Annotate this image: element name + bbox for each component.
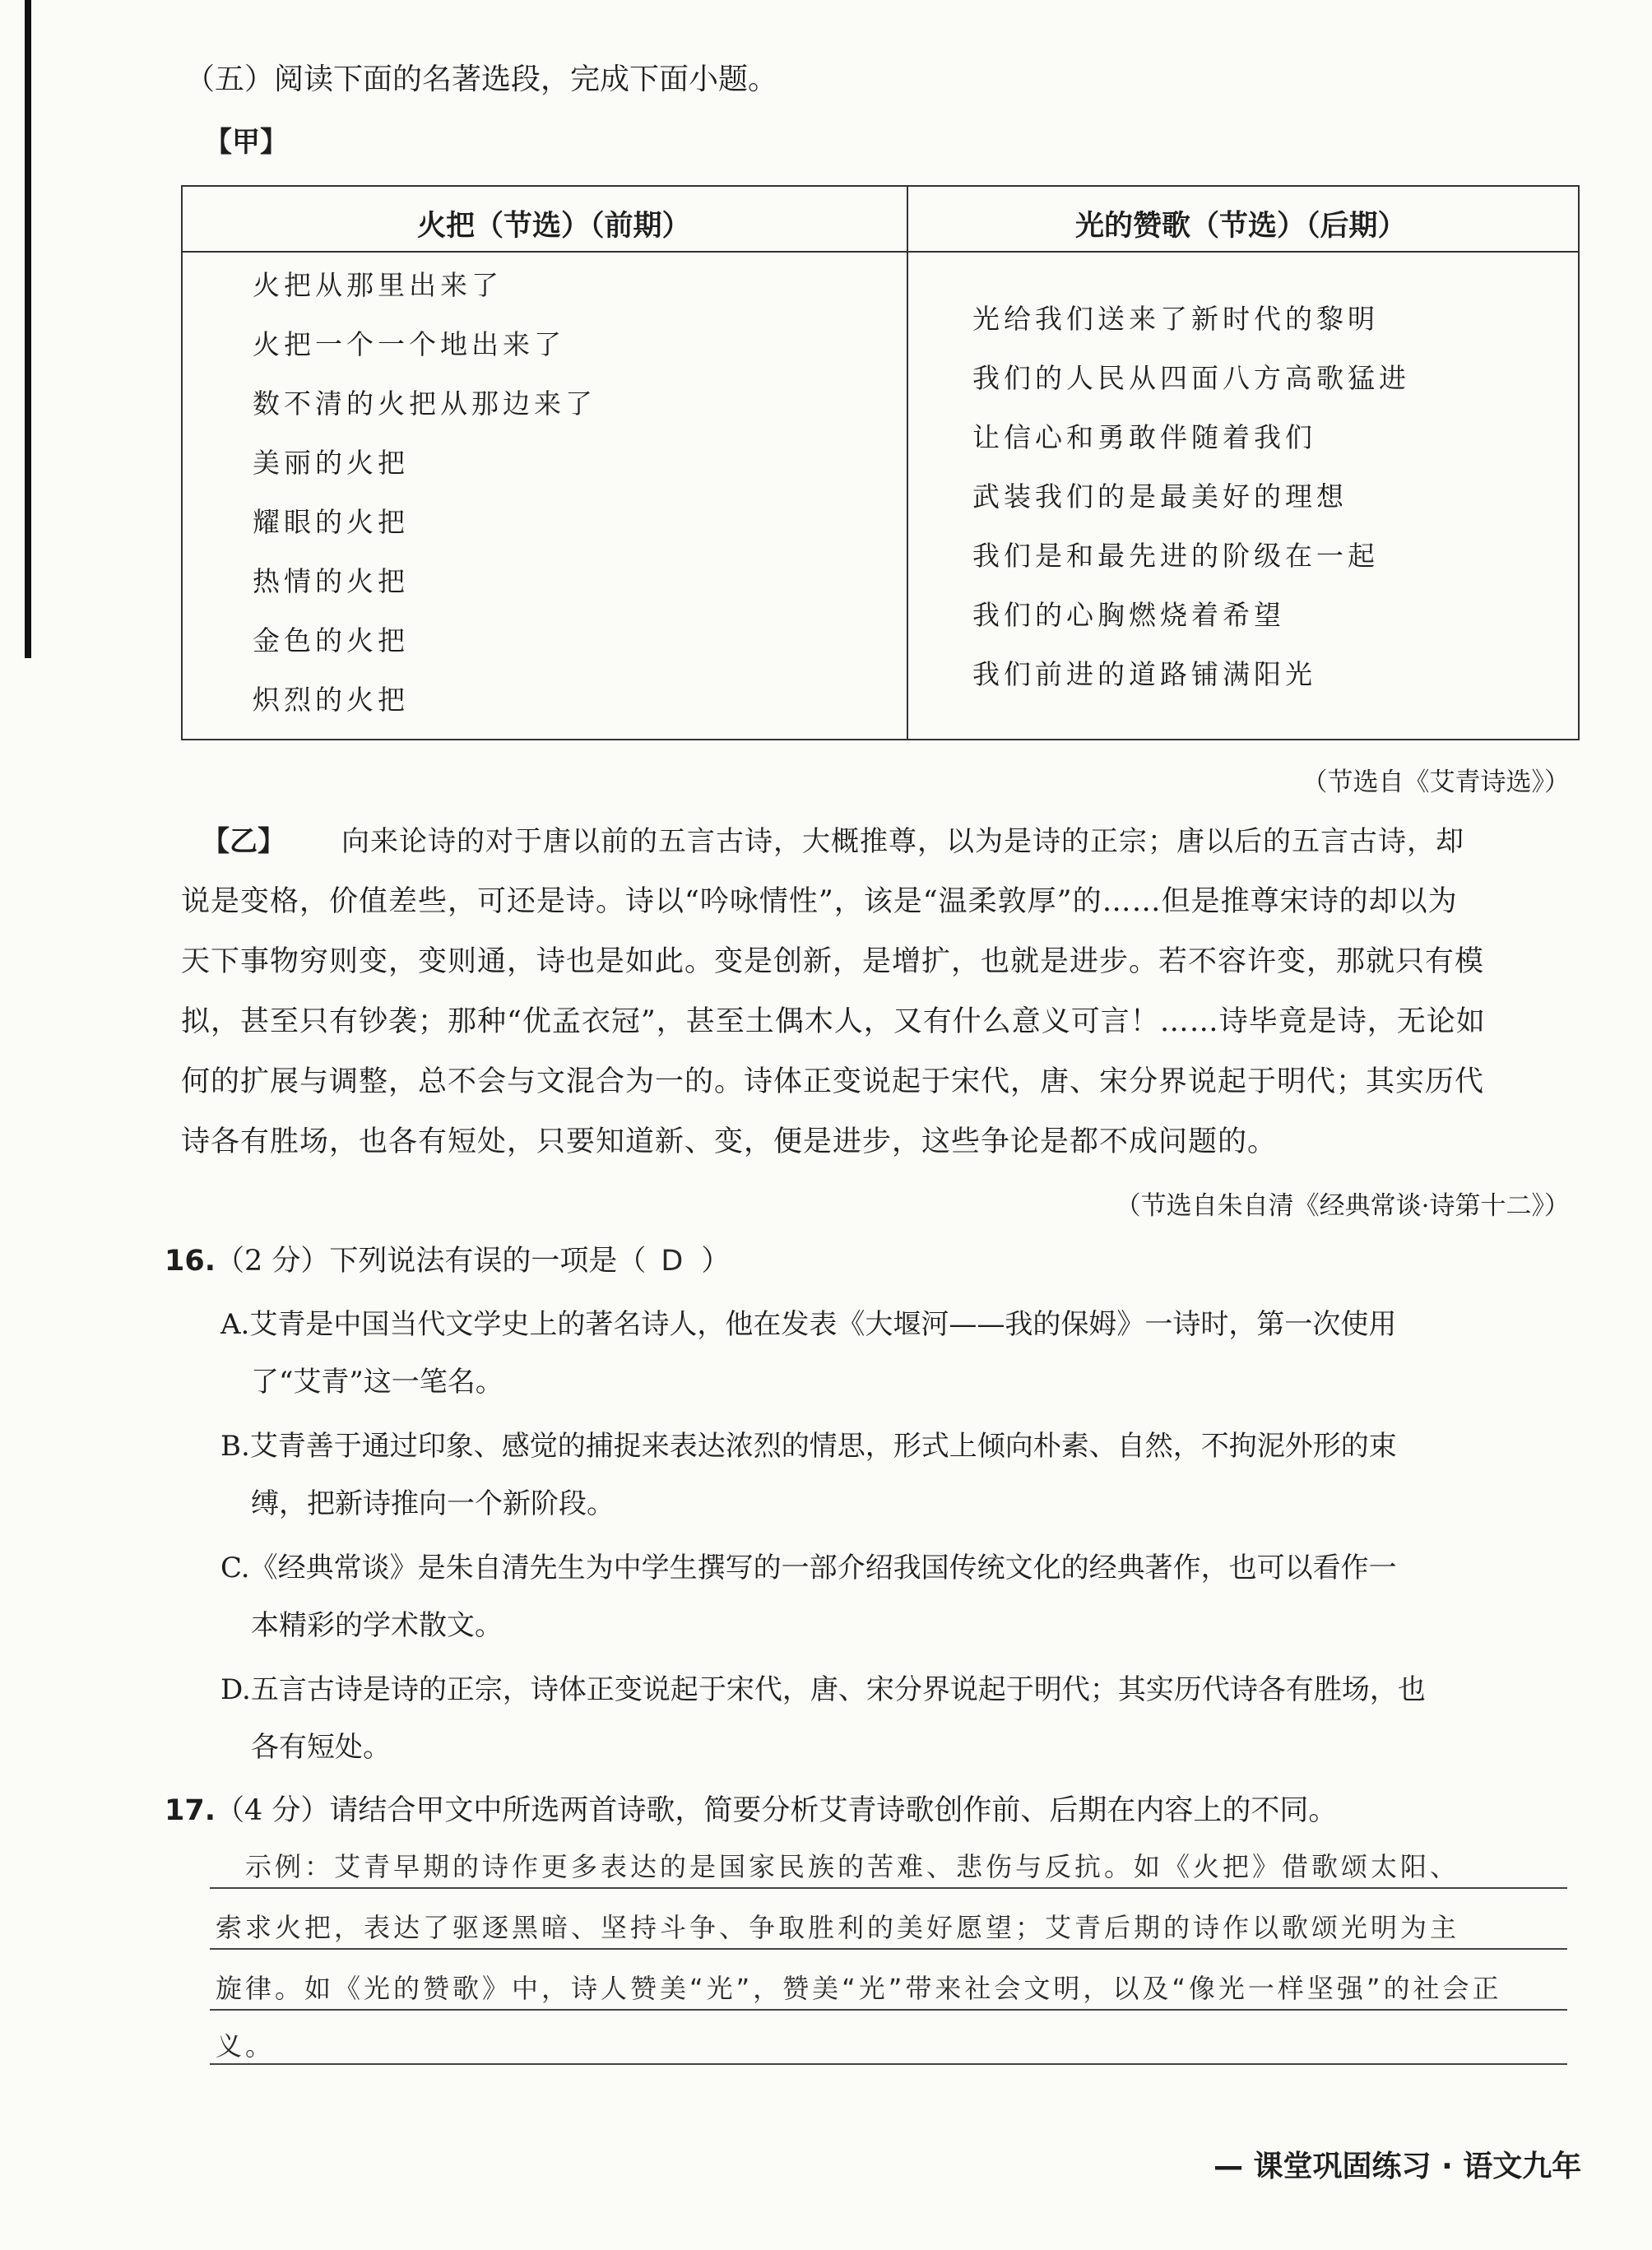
option-text: 《经典常谈》是朱自清先生为中学生撰写的一部介绍我国传统文化的经典著作，也可以看作一 — [249, 1552, 1397, 1584]
right-poem-line: 光给我们送来了新时代的黎明 — [972, 303, 1379, 335]
handwritten-answer-line: 示例：艾青早期的诗作更多表达的是国家民族的苦难、悲伤与反抗。如《火把》借歌颂太阳、 — [245, 1851, 1460, 1882]
option-label: B. — [220, 1430, 250, 1463]
answer-rule — [210, 1948, 1567, 1950]
handwritten-answer-line: 索求火把，表达了驱逐黑暗、坚持斗争、争取胜利的美好愿望；艾青后期的诗作以歌颂光明为主 — [216, 1912, 1460, 1943]
option-b — [220, 1423, 1397, 1464]
left-poem-line: 数不清的火把从那边来了 — [253, 387, 596, 420]
handwritten-answer: D — [661, 1245, 687, 1278]
handwritten-answer-line: 义。 — [216, 2030, 276, 2062]
section-intro: （五）阅读下面的名著选段，完成下面小题。 — [185, 63, 778, 96]
option-c — [220, 1545, 1397, 1585]
answer-rule — [210, 2063, 1567, 2065]
handwritten-answer-line: 旋律。如《光的赞歌》中，诗人赞美“光”，赞美“光”带来社会文明，以及“像光一样坚强”的社会正 — [216, 1973, 1502, 2004]
left-poem-line: 耀眼的火把 — [253, 506, 409, 538]
left-poem-line: 美丽的火把 — [253, 447, 409, 479]
question-number: 17. — [165, 1794, 216, 1827]
left-poem-line: 炽烈的火把 — [253, 684, 409, 716]
answer-rule — [210, 1887, 1567, 1889]
left-poem-line: 热情的火把 — [253, 565, 409, 597]
option-c-cont: 本精彩的学术散文。 — [251, 1609, 503, 1642]
passage-line: 天下事物穷则变，变则通，诗也是如此。变是创新，是增扩，也就是进步。若不容许变，那就只有模 — [181, 945, 1485, 978]
option-text: 五言古诗是诗的正宗，诗体正变说起于宋代，唐、宋分界说起于明代；其实历代诗各有胜场，也 — [250, 1673, 1426, 1706]
left-poem-line: 火把从那里出来了 — [253, 269, 503, 301]
passage-line: 何的扩展与调整，总不会与文混合为一的。诗体正变说起于宋代，唐、宋分界说起于明代；其实历代 — [181, 1065, 1485, 1098]
passage-line: 说是变格，价值差些，可还是诗。诗以“吟咏情性”，该是“温柔敦厚”的……但是推尊宋诗的却以为 — [181, 885, 1458, 918]
left-poem-line: 金色的火把 — [253, 624, 409, 656]
answer-rule — [210, 2009, 1567, 2011]
right-poem-line: 我们的人民从四面八方高歌猛进 — [972, 362, 1410, 394]
source-citation-1: （节选自《艾青诗选》） — [1302, 768, 1570, 797]
question-16 — [165, 1238, 730, 1279]
option-label: D. — [220, 1673, 251, 1706]
jia-label: 【甲】 — [204, 126, 288, 159]
table-column-divider — [907, 187, 908, 739]
question-number: 16. — [165, 1245, 216, 1278]
option-b-cont: 缚，把新诗推向一个新阶段。 — [251, 1487, 615, 1520]
option-a-cont: 了“艾青”这一笔名。 — [251, 1366, 503, 1399]
question-text: （4 分）请结合甲文中所选两首诗歌，简要分析艾青诗歌创作前、后期在内容上的不同。 — [216, 1794, 1338, 1827]
question-close-paren: ） — [701, 1245, 731, 1278]
left-poem-line: 火把一个一个地出来了 — [253, 328, 565, 360]
passage-line: 向来论诗的对于唐以前的五言古诗，大概推尊，以为是诗的正宗；唐以后的五言古诗，却 — [341, 825, 1464, 858]
right-poem-line: 我们的心胸燃烧着希望 — [972, 599, 1285, 631]
binding-edge — [25, 0, 31, 658]
option-label: C. — [220, 1552, 250, 1584]
right-poem-line: 我们前进的道路铺满阳光 — [972, 658, 1316, 690]
passage-line: 诗各有胜场，也各有短处，只要知道新、变，便是进步，这些争论是都不成问题的。 — [181, 1125, 1278, 1158]
source-citation-2: （节选自朱自清《经典常谈·诗第十二》） — [1115, 1191, 1570, 1221]
option-label: A. — [220, 1308, 250, 1341]
right-poem-line: 让信心和勇敢伴随着我们 — [972, 421, 1316, 453]
yi-label: 【乙】 — [202, 825, 285, 858]
option-d — [220, 1667, 1426, 1707]
option-a — [220, 1301, 1396, 1342]
table-header-rule — [183, 251, 1578, 253]
option-text: 艾青是中国当代文学史上的著名诗人，他在发表《大堰河——我的保姆》一诗时，第一次使用 — [249, 1308, 1397, 1341]
left-poem-header: 火把（节选）（前期） — [417, 210, 691, 243]
passage-line: 拟，甚至只有钞袭；那种“优孟衣冠”，甚至土偶木人，又有什么意义可言！……诗毕竟是诗，无论如 — [181, 1005, 1486, 1038]
right-poem-line: 我们是和最先进的阶级在一起 — [972, 540, 1379, 572]
poem-table — [181, 185, 1580, 740]
right-poem-line: 武装我们的是最美好的理想 — [972, 480, 1348, 513]
option-d-cont: 各有短处。 — [251, 1731, 391, 1764]
right-poem-header: 光的赞歌（节选）（后期） — [1075, 210, 1407, 243]
question-17 — [165, 1788, 1337, 1829]
page-footer: — 课堂巩固练习 · 语文九年 — [1213, 2150, 1582, 2183]
option-text: 艾青善于通过印象、感觉的捕捉来表达浓烈的情思，形式上倾向朴素、自然，不拘泥外形的束 — [249, 1430, 1397, 1463]
question-text: （2 分）下列说法有误的一项是（ — [216, 1245, 647, 1278]
